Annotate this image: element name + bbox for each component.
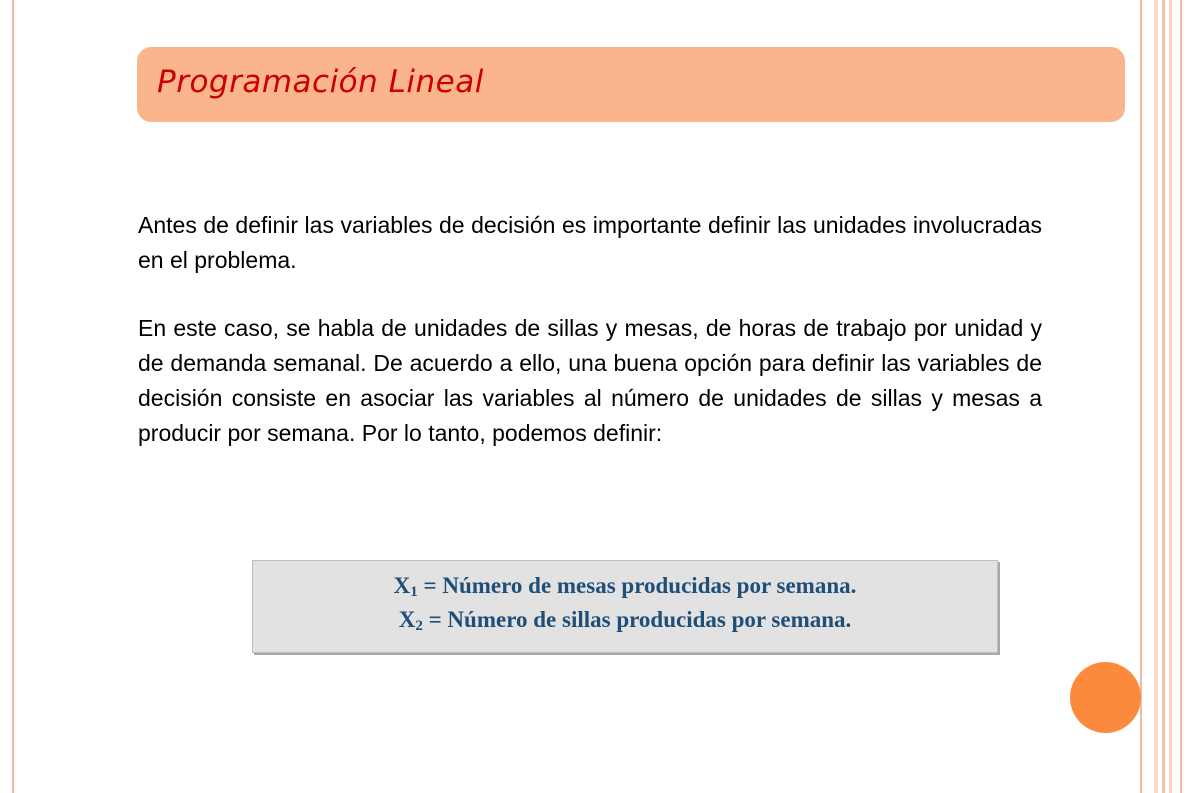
- definition-x1: [253, 569, 997, 603]
- slide-title: Programación Lineal: [157, 64, 484, 100]
- definition-x2: [253, 603, 997, 637]
- paragraph-explanation: En este caso, se habla de unidades de sillas y mesas, de horas de trabajo por unidad y de demanda semanal. De acuerdo a ello, una buena opción para definir las variables de decisión consiste en asociar las variables al número de unidades de sillas y mesas a producir por semana. Por lo tanto, podemos definir:: [138, 315, 1042, 446]
- title-bar: [137, 47, 1125, 122]
- variable-symbol: X: [393, 573, 411, 598]
- variable-symbol: X: [398, 607, 416, 632]
- variable-subscript: 2: [415, 618, 423, 634]
- left-frame-border: [0, 0, 14, 793]
- definition-text: = Número de sillas producidas por semana.: [422, 607, 852, 632]
- paragraph-intro: Antes de definir las variables de decisión es importante definir las unidades involucradas en el problema.: [138, 212, 1042, 273]
- definition-text: = Número de mesas producidas por semana.: [417, 573, 857, 598]
- decorative-circle: [1070, 662, 1141, 733]
- definition-box: [252, 560, 998, 653]
- variable-subscript: 1: [410, 584, 418, 600]
- right-frame-stripes: [1125, 0, 1198, 793]
